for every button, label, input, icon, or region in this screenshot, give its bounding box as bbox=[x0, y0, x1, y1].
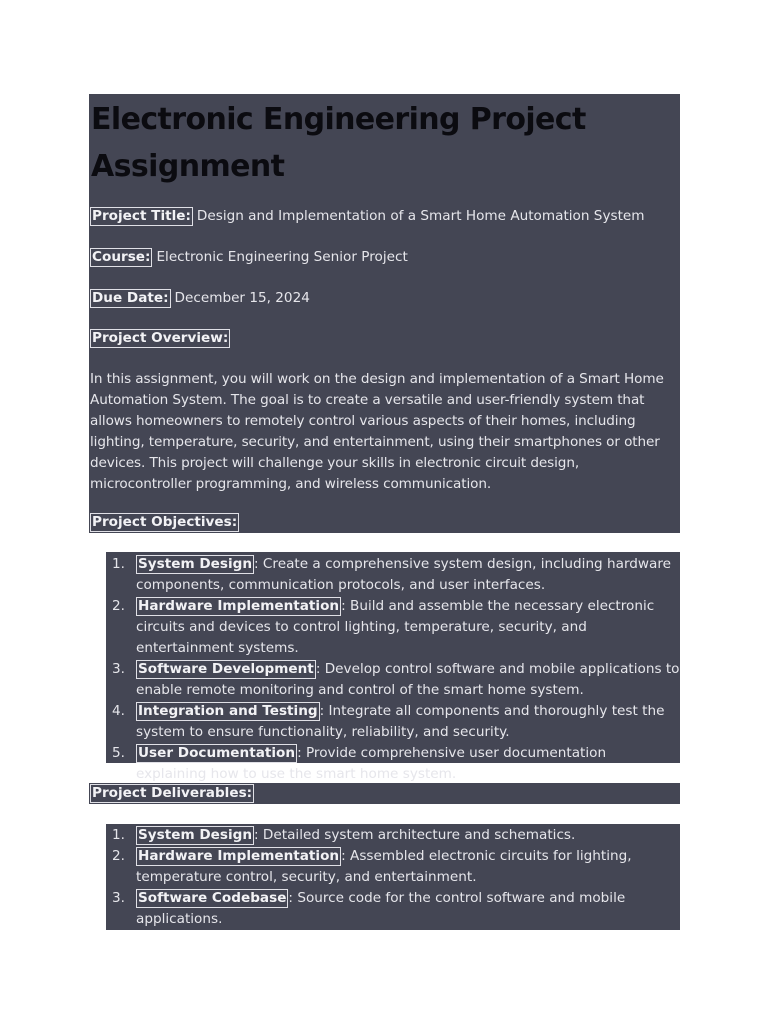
item-text: : Assembled electronic circuits for lighting, temperature control, security, and entertainment. bbox=[136, 848, 632, 885]
deliverables-list bbox=[106, 825, 680, 930]
item-text: : Develop control software and mobile applications to enable remote monitoring and control of the smart home system. bbox=[136, 661, 680, 698]
item-label: Software Codebase bbox=[138, 890, 287, 906]
list-item bbox=[106, 846, 680, 888]
project-title-value: Design and Implementation of a Smart Home Automation System bbox=[196, 208, 645, 224]
due-date-label: Due Date: bbox=[92, 290, 169, 306]
list-number: 3. bbox=[112, 890, 125, 906]
list-item bbox=[106, 888, 680, 930]
list-number: 1. bbox=[112, 556, 125, 572]
list-number: 1. bbox=[112, 827, 125, 843]
item-label: Integration and Testing bbox=[138, 703, 318, 719]
list-number: 4. bbox=[112, 703, 125, 719]
overview-heading: Project Overview: bbox=[92, 330, 229, 346]
item-text: : Provide comprehensive user documentation explaining how to use the smart home system. bbox=[136, 745, 607, 782]
list-number: 2. bbox=[112, 598, 125, 614]
objectives-list bbox=[106, 554, 680, 785]
item-label: Hardware Implementation bbox=[138, 598, 340, 614]
course-value: Electronic Engineering Senior Project bbox=[156, 249, 408, 265]
item-label: Hardware Implementation bbox=[138, 848, 340, 864]
list-number: 5. bbox=[112, 745, 125, 761]
list-item bbox=[106, 554, 680, 596]
item-text: : Source code for the control software and mobile applications. bbox=[136, 890, 626, 927]
item-text: : Integrate all components and thoroughly test the system to ensure functionality, reliability, and security. bbox=[136, 703, 665, 740]
project-title-row bbox=[90, 206, 645, 227]
item-label: User Documentation bbox=[138, 745, 296, 761]
list-item bbox=[106, 743, 680, 785]
deliverables-heading-row bbox=[90, 783, 258, 804]
document-title: Electronic Engineering Project Assignment bbox=[91, 102, 586, 184]
overview-heading-row bbox=[90, 328, 234, 349]
list-number: 3. bbox=[112, 661, 125, 677]
project-title-label: Project Title: bbox=[92, 208, 191, 224]
course-label: Course: bbox=[92, 249, 151, 265]
item-label: System Design bbox=[138, 556, 253, 572]
course-row bbox=[90, 247, 408, 268]
item-label: Software Development bbox=[138, 661, 314, 677]
due-date-row bbox=[90, 288, 310, 309]
list-item bbox=[106, 596, 680, 659]
due-date-value: December 15, 2024 bbox=[174, 290, 310, 306]
list-number: 2. bbox=[112, 848, 125, 864]
deliverables-heading: Project Deliverables: bbox=[92, 785, 253, 801]
objectives-heading: Project Objectives: bbox=[92, 514, 238, 530]
item-text: : Build and assemble the necessary electronic circuits and devices to control lighting, temperature, security, and entertainment systems. bbox=[136, 598, 655, 656]
list-item bbox=[106, 825, 680, 846]
item-text: : Create a comprehensive system design, including hardware components, communication protocols, and user interfaces. bbox=[136, 556, 672, 593]
list-item bbox=[106, 659, 680, 701]
overview-paragraph: In this assignment, you will work on the design and implementation of a Smart Home Automation System. The goal is to create a versatile and user-friendly system that allows homeowners to remotely control various aspects of their homes, including lighting, temperature, security, and entertainment, using their smartphones or other devices. This project will challenge your skills in electronic circuit design, microcontroller programming, and wireless communication. bbox=[90, 371, 664, 492]
item-label: System Design bbox=[138, 827, 253, 843]
item-text: : Detailed system architecture and schematics. bbox=[254, 827, 576, 843]
objectives-heading-row bbox=[90, 512, 243, 533]
list-item bbox=[106, 701, 680, 743]
